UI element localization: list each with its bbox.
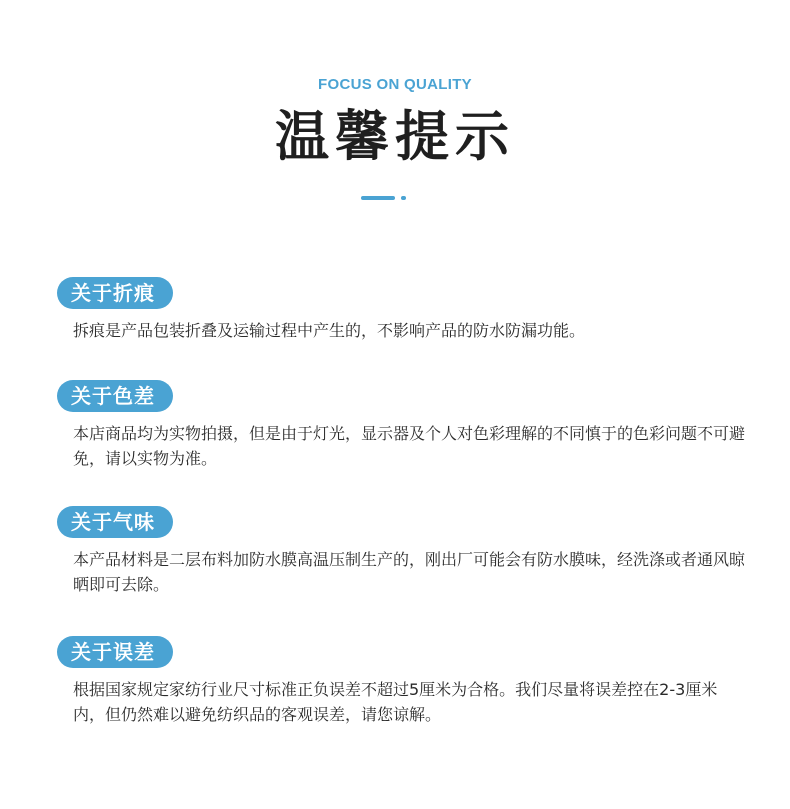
divider-dot (401, 196, 406, 200)
section-heading-crease: 关于折痕 (57, 277, 173, 309)
header-subtitle: FOCUS ON QUALITY (318, 76, 472, 93)
section-size-error (57, 636, 747, 727)
section-text-color-difference: 本店商品均为实物拍摄，但是由于灯光，显示器及个人对色彩理解的不同慎于的色彩问题不可避免，请以实物为准。 (73, 424, 746, 468)
title-divider (361, 196, 407, 200)
divider-bar (361, 196, 395, 200)
section-text-crease: 拆痕是产品包装折叠及运输过程中产生的，不影响产品的防水防漏功能。 (73, 321, 586, 340)
section-heading-odor: 关于气味 (57, 506, 173, 538)
section-text-odor: 本产品材料是二层布料加防水膜高温压制生产的，刚出厂可能会有防水膜味，经洗涤或者通风晾晒即可去除。 (73, 550, 746, 594)
section-heading-color-difference: 关于色差 (57, 380, 173, 412)
section-odor (57, 506, 747, 597)
section-crease (57, 277, 747, 343)
section-text-size-error: 根据国家规定家纺行业尺寸标准正负误差不超过5厘米为合格。我们尽量将误差控在2-3厘米内，但仍然难以避免纺织品的客观误差，请您谅解。 (73, 680, 718, 724)
section-color-difference (57, 380, 747, 471)
page-title: 温馨提示 (275, 105, 515, 168)
section-heading-size-error: 关于误差 (57, 636, 173, 668)
